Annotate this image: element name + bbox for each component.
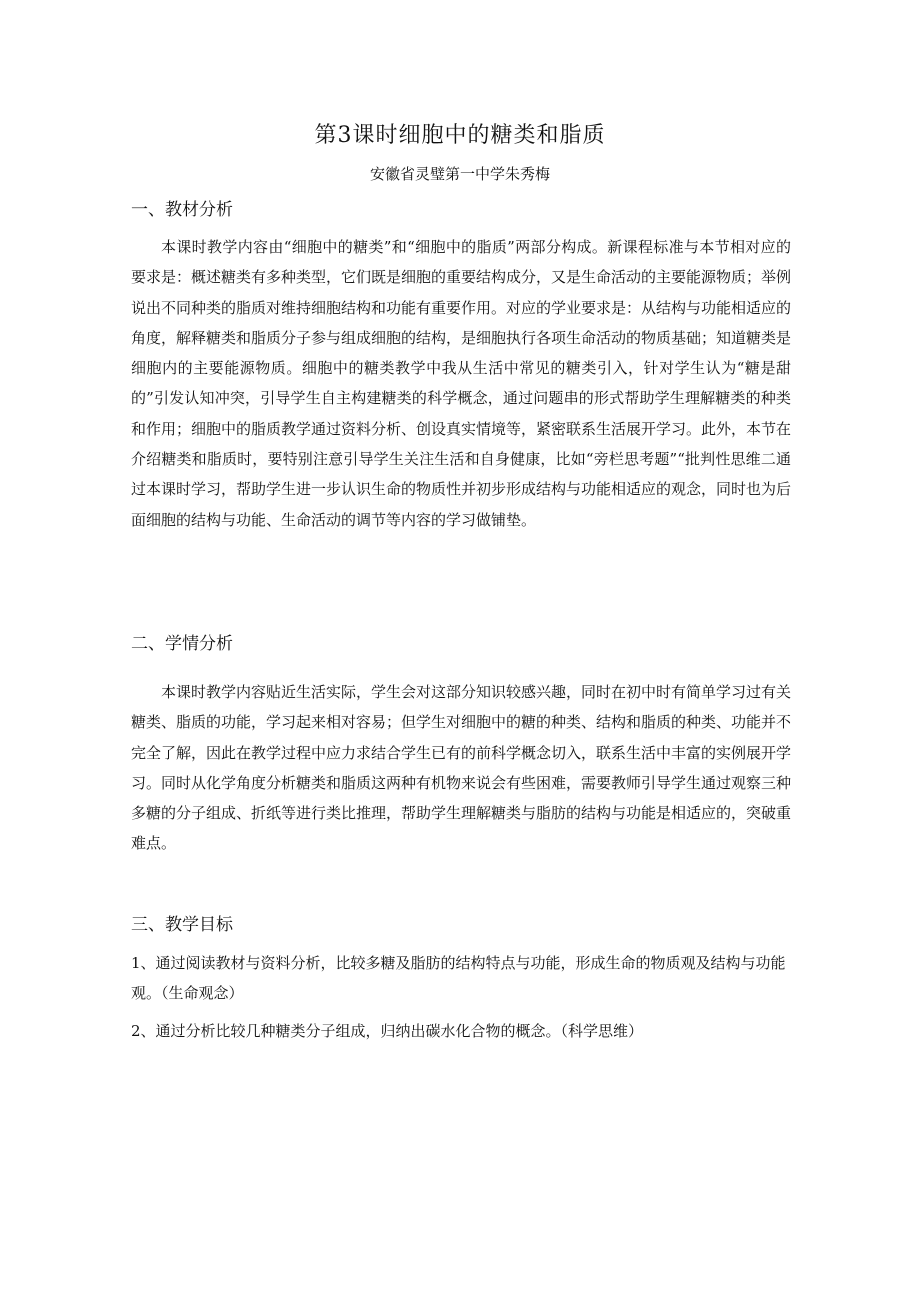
section-heading-textbook-analysis: 一、教材分析 xyxy=(131,200,233,220)
section-paragraph-learner-analysis: 本课时教学内容贴近生活实际，学生会对这部分知识较感兴趣，同时在初中时有简单学习过有关糖类、脂质的功能，学习起来相对容易；但学生对细胞中的糖的种类、结构和脂质的种类、功能并不完全了解，因此在教学过程中应力求结合学生已有的前科学概念切入，联系生活中丰富的实例展开学习。同时从化学角度分析糖类和脂质这两种有机物来说会有些困难，需要教师引导学生通过观察三种多糖的分子组成、折纸等进行类比推理，帮助学生理解糖类与脂肪的结构与功能是相适应的，突破重难点。 xyxy=(131,683,792,853)
section-heading-teaching-goals: 三、教学目标 xyxy=(131,915,233,935)
goal-item-2: 2、通过分析比较几种糖类分子组成，归纳出碳水化合物的概念。（科学思维） xyxy=(131,1022,644,1040)
section-paragraph-textbook-analysis: 本课时教学内容由“细胞中的糖类”和“细胞中的脂质”两部分构成。新课程标准与本节相对应的要求是：概述糖类有多种类型，它们既是细胞的重要结构成分，又是生命活动的主要能源物质；举例说出不同种类的脂质对维持细胞结构和功能有重要作用。对应的学业要求是：从结构与功能相适应的角度，解释糖类和脂质分子参与组成细胞的结构，是细胞执行各项生命活动的物质基础；知道糖类是细胞内的主要能源物质。细胞中的糖类教学中我从生活中常见的糖类引入，针对学生认为“糖是甜的”引发认知冲突，引导学生自主构建糖类的科学概念，通过问题串的形式帮助学生理解糖类的种类和作用；细胞中的脂质教学通过资料分析、创设真实情境等，紧密联系生活展开学习。此外，本节在介绍糖类和脂质时，要特别注意引导学生关注生活和自身健康，比如“旁栏思考题”“批判性思维二通过本课时学习，帮助学生进一步认识生命的物质性并初步形成结构与功能相适应的观念，同时也为后面细胞的结构与功能、生命活动的调节等内容的学习做铺垫。 xyxy=(131,238,792,529)
author-line: 安徽省灵璧第一中学朱秀梅 xyxy=(369,165,550,183)
page-title: 第3课时细胞中的糖类和脂质 xyxy=(314,123,606,148)
section-heading-learner-analysis: 二、学情分析 xyxy=(131,634,233,654)
goal-item-1: 1、通过阅读教材与资料分析，比较多糖及脂肪的结构特点与功能，形成生命的物质观及结构与功能观。（生命观念） xyxy=(131,954,786,1002)
